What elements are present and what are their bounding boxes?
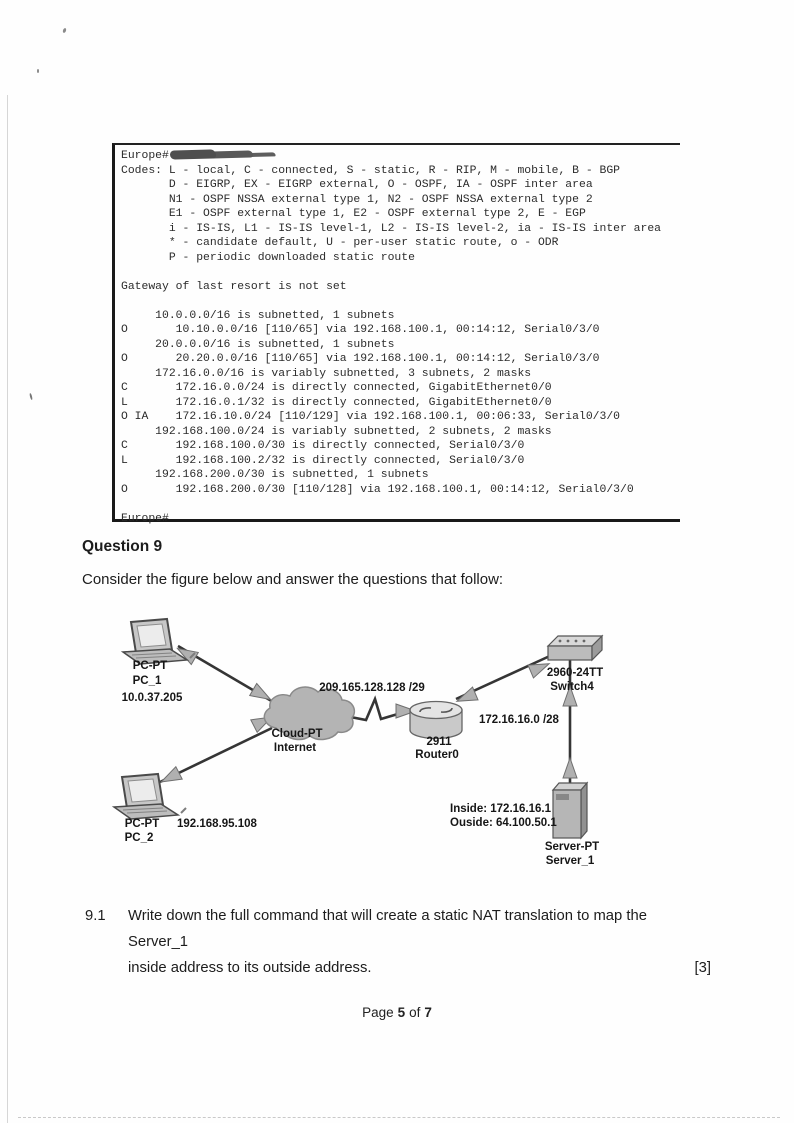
cli-line: E1 - OSPF external type 1, E2 - OSPF external type 2, E - EGP [121,208,586,220]
switch-name-label: Switch4 [550,681,594,693]
cli-line: Codes: L - local, C - connected, S - static, R - RIP, M - mobile, B - BGP [121,164,620,177]
serial-network-label: 209.165.128.128 /29 [319,682,425,694]
cli-line: Gateway of last resort is not set [121,280,347,293]
question-text-line2: inside address to its outside address. [128,960,372,976]
question-number: 9.1 [85,908,106,924]
cli-line: P - periodic downloaded static route [121,251,415,264]
cli-prompt-line [121,149,680,164]
footer-middle: of [409,1005,421,1020]
question-text-line1: Write down the full command that will create a static NAT translation to map the Server_1 [128,908,647,950]
pc1-name-label: PC_1 [132,675,162,687]
router-name-label: Router0 [415,749,459,761]
scan-speck [37,69,39,73]
pc1-ip-label: 10.0.37.205 [121,692,183,704]
cli-line: O 192.168.200.0/30 [110/128] via 192.168.100.1, 00:14:12, Serial0/3/0 [121,483,634,496]
marks-badge: [3] [694,960,711,976]
pc1-laptop-icon [123,619,195,664]
question-text [128,903,711,981]
cli-line [121,497,680,512]
cli-line: * - candidate default, U - per-user static route, o - ODR [121,237,559,249]
cli-lines [121,164,680,527]
pc1-type-label: PC-PT [132,660,168,672]
cloud-name-label: Internet [273,742,317,754]
cli-line: 172.16.0.0/16 is variably subnetted, 3 subnets, 2 masks [121,367,532,380]
link-arrow-icon [563,758,577,778]
cli-output-box [112,143,680,525]
cli-line: 10.0.0.0/16 is subnetted, 1 subnets [121,309,395,322]
cloud-type-label: Cloud-PT [271,728,323,740]
cli-line: L 172.16.0.1/32 is directly connected, GigabitEthernet0/0 [121,396,552,409]
cli-line: L 192.168.100.2/32 is directly connected, Serial0/3/0 [121,454,525,467]
scan-speck [62,28,67,34]
cli-line: 20.0.0.0/16 is subnetted, 1 subnets [121,338,395,351]
pc2-type-label: PC-PT [124,818,160,830]
server-type-label: Server-PT [544,841,600,853]
question-9-1 [85,903,711,981]
cli-line: O 20.20.0.0/16 [110/65] via 192.168.100.1, 00:14:12, Serial0/3/0 [121,353,600,365]
server-outside-address-label: Ouside: 64.100.50.1 [450,817,557,829]
question-intro: Consider the figure below and answer the questions that follow: [82,571,504,588]
cli-line: C 172.16.0.0/24 is directly connected, GigabitEthernet0/0 [121,382,552,394]
server-inside-address-label: Inside: 172.16.16.1 [450,803,552,815]
cli-line: 192.168.200.0/30 is subnetted, 1 subnets [121,469,429,481]
server-icon [553,783,587,838]
footer-prefix: Page [362,1005,394,1020]
pc2-name-label: PC_2 [124,832,154,844]
switch-model-label: 2960-24TT [546,667,604,679]
scan-bottom-line [18,1117,780,1118]
cli-line: N1 - OSPF NSSA external type 1, N2 - OSPF NSSA external type 2 [121,193,593,206]
cli-line [121,265,680,280]
footer-page-number: 5 [397,1005,406,1020]
page-footer [0,1005,794,1020]
router-icon [410,702,462,739]
cli-line: i - IS-IS, L1 - IS-IS level-1, L2 - IS-IS level-2, ia - IS-IS inter area [121,222,662,235]
cli-line: O IA 172.16.10.0/24 [110/129] via 192.168.100.1, 00:06:33, Serial0/3/0 [121,411,620,423]
cli-line: 192.168.100.0/24 is variably subnetted, 2 subnets, 2 masks [121,425,552,438]
lan-network-label: 172.16.16.0 /28 [479,714,559,726]
switch-icon [548,636,602,660]
cli-line: O 10.10.0.0/16 [110/65] via 192.168.100.1, 00:14:12, Serial0/3/0 [121,324,600,336]
question-heading: Question 9 [82,538,163,555]
pc2-ip-label: 192.168.95.108 [177,818,257,830]
footer-total-pages: 7 [424,1005,432,1020]
scan-speck [29,393,33,400]
router-model-label: 2911 [426,736,452,748]
cli-prompt: Europe# [121,150,169,162]
link-arrow-icon [158,767,182,789]
network-diagram [0,600,794,890]
server-name-label: Server_1 [545,855,595,867]
cli-line: C 192.168.100.0/30 is directly connected, Serial0/3/0 [121,440,525,452]
redacted-command-scribble [170,150,216,160]
cli-line [121,294,680,309]
cli-line: Europe# [121,512,169,525]
cli-line: D - EIGRP, EX - EIGRP external, O - OSPF, IA - OSPF inter area [121,179,593,191]
pc2-laptop-icon [114,774,186,819]
